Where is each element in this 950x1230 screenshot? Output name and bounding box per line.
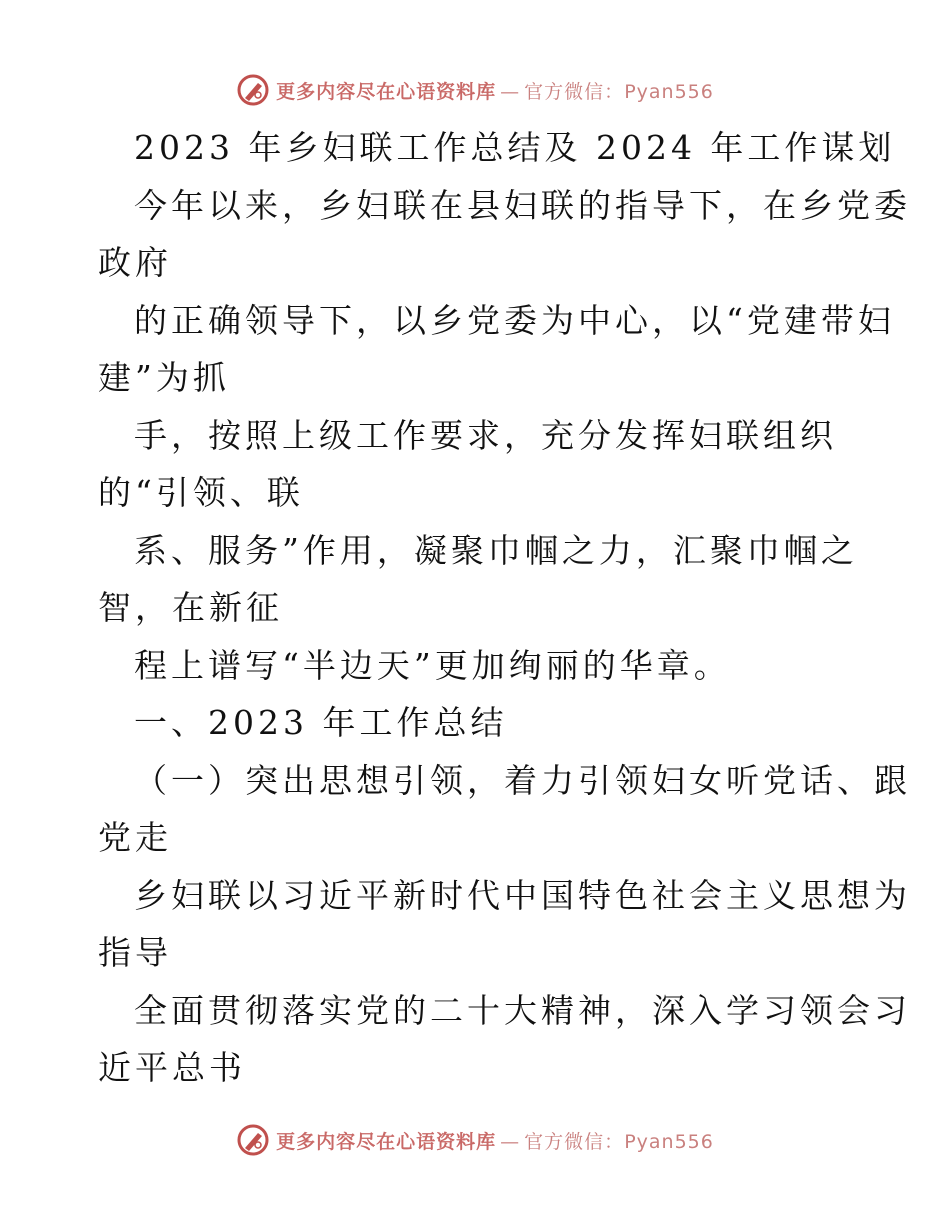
text-line: 智，在新征 xyxy=(98,588,283,627)
pen-logo-icon xyxy=(236,1123,270,1157)
text-line: 手，按照上级工作要求，充分发挥妇联组织 xyxy=(134,415,837,455)
text-line: 指导 xyxy=(98,933,172,972)
text-line: （一）突出思想引领，着力引领妇女听党话、跟 xyxy=(134,760,911,800)
text-line: 近平总书 xyxy=(98,1048,246,1087)
pen-logo-icon xyxy=(236,73,270,107)
text-line: 一、2023 年工作总结 xyxy=(134,703,508,742)
text-line: 党走 xyxy=(98,818,172,857)
document-title: 2023 年乡妇联工作总结及 2024 年工作谋划 xyxy=(134,128,896,167)
text-line: 全面贯彻落实党的二十大精神，深入学习领会习 xyxy=(134,990,911,1030)
document-body xyxy=(98,119,911,1097)
text-line: 程上谱写“半边天”更加绚丽的华章。 xyxy=(134,645,731,685)
text-line: 今年以来，乡妇联在县妇联的指导下，在乡党委 xyxy=(134,185,911,225)
text-line: 乡妇联以习近平新时代中国特色社会主义思想为 xyxy=(134,875,911,915)
text-line: 的“引领、联 xyxy=(98,473,304,512)
watermark-banner-top xyxy=(0,70,950,110)
text-line: 政府 xyxy=(98,243,172,282)
text-line: 的正确领导下，以乡党委为中心，以“党建带妇 xyxy=(134,300,895,340)
watermark-banner-bottom xyxy=(0,1120,950,1160)
text-line: 建”为抓 xyxy=(98,358,230,397)
text-line: 系、服务”作用，凝聚巾帼之力，汇聚巾帼之 xyxy=(134,530,858,570)
watermark-text: 更多内容尽在心语资料库 — 官方微信：Pyan556 xyxy=(276,80,714,103)
watermark-text: 更多内容尽在心语资料库 — 官方微信：Pyan556 xyxy=(276,1130,714,1153)
